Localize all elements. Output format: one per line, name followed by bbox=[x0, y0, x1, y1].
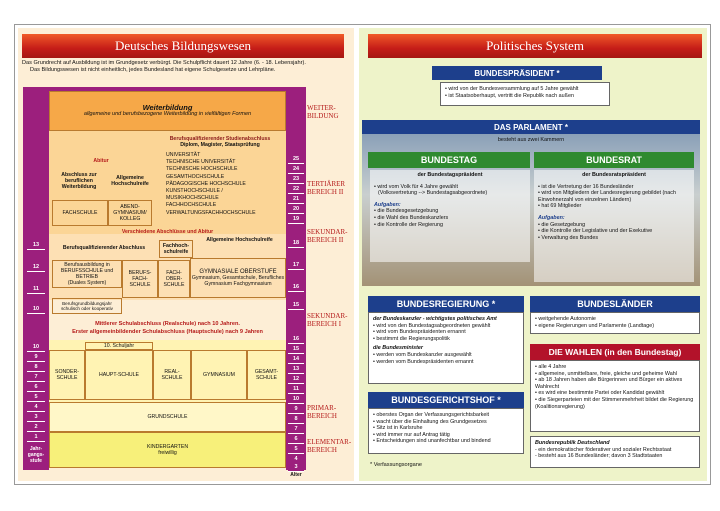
year-6: 6 bbox=[27, 382, 45, 392]
bgj-box: Berufsgrundbildungsjahr schulisch oder kooperativ bbox=[52, 298, 122, 314]
year-3: 3 bbox=[27, 412, 45, 422]
breg-item2: • werden vom Bundeskanzler ausgewählt bbox=[373, 352, 519, 359]
berufsfachschule-box: BERUFS-FACH-SCHULE bbox=[122, 260, 158, 298]
bp-item: • ist Staatsoberhaupt, vertritt die Republik nach außen bbox=[445, 93, 605, 100]
year-10b: 10 bbox=[27, 342, 45, 352]
duales-system: (Duales System) bbox=[67, 280, 107, 287]
gym-oberstufe-sub: Gymnasium, Gesamtschule, Berufliches Gymnasium Fachgymnasium bbox=[191, 274, 285, 288]
bundesregierung-box bbox=[368, 312, 524, 384]
bgh-item: • wacht über die Einhaltung des Grundgesetzes bbox=[373, 419, 519, 426]
mittlerer-abschluss: Mittlerer Schulabschluss (Realschule) nach 10 Jahren. bbox=[95, 320, 240, 327]
bundesregierung-header: BUNDESREGIERUNG * bbox=[368, 296, 524, 312]
bundespraesident-box bbox=[440, 82, 610, 106]
parlament-header: DAS PARLAMENT * bbox=[362, 120, 700, 134]
hochschule-item: TECHNISCHE HOCHSCHULE bbox=[166, 166, 238, 173]
bgh-item: • wird immer nur auf Antrag tätig bbox=[373, 432, 519, 439]
bt-task: • die Wahl des Bundeskanzlers bbox=[374, 215, 526, 222]
bundesgerichtshof-box bbox=[368, 408, 524, 454]
brd-item-text: ein demokratischer föderativer und sozialer Rechtsstaat bbox=[538, 446, 672, 453]
age-16b: 16 bbox=[288, 334, 304, 344]
bundesrat-box bbox=[534, 170, 694, 282]
hochschule-item: FACHHOCHSCHULE bbox=[166, 202, 217, 209]
age-23: 23 bbox=[288, 174, 304, 184]
br-lead: der Bundesratspräsident bbox=[582, 172, 646, 178]
age-7: 7 bbox=[288, 424, 304, 434]
year-9: 9 bbox=[27, 352, 45, 362]
gesamtschule-box: GESAMT-SCHULE bbox=[247, 350, 286, 400]
abendgymnasium-box: ABEND-GYMNASIUM/ KOLLEG bbox=[108, 200, 152, 226]
fachschule-box: FACHSCHULE bbox=[52, 200, 108, 226]
bt-item: (Volksvertretung --> Bundestagsabgeordnete) bbox=[378, 190, 488, 197]
age-15b: 15 bbox=[288, 344, 304, 354]
zehntes-schuljahr: 10. Schuljahr bbox=[85, 342, 153, 350]
bt-lead: der Bundestagspräsident bbox=[417, 172, 483, 178]
brd-item: - besteht aus 16 Bundesländer; davon 3 Stadtstaaten bbox=[535, 453, 663, 460]
fachhochschulreife: Fachhoch-schulreife bbox=[159, 240, 193, 258]
bgh-item: • Sitz ist in Karlsruhe bbox=[373, 425, 519, 432]
intro-line: Das Grundrecht auf Ausbildung ist im Grundgesetz verbürgt. Die Schulpflicht dauert 12 Jahre (6. - 18. Lebensjahr). bbox=[22, 60, 306, 66]
weiterbildung-title: Weiterbildung bbox=[142, 102, 193, 112]
age-16: 16 bbox=[288, 282, 304, 292]
wahl-item: • alle 4 Jahre bbox=[535, 364, 695, 371]
gymnasium-box: GYMNASIUM bbox=[191, 350, 247, 400]
bt-aufgaben: Aufgaben: bbox=[374, 201, 401, 208]
br-item: • ist die Vertretung der 16 Bundesländer bbox=[538, 184, 690, 191]
breg-item: • bestimmt die Regierungspolitik bbox=[373, 336, 519, 343]
verschiedene-label: Verschiedene Abschlüsse und Abitur bbox=[121, 228, 214, 235]
bundesgerichtshof-header: BUNDESGERICHTSHOF * bbox=[368, 392, 524, 408]
bt-task: • die Kontrolle der Regierung bbox=[374, 222, 526, 229]
age-5: 5 bbox=[288, 444, 304, 454]
br-task: • Verwaltung des Bundes bbox=[538, 235, 690, 242]
bt-task: • die Bundesgesetzgebung bbox=[374, 208, 526, 215]
age-6: 6 bbox=[288, 434, 304, 444]
bgh-item: • oberstes Organ der Verfassungsgerichtsbarkeit bbox=[373, 412, 519, 419]
age-11: 11 bbox=[288, 384, 304, 394]
age-4: 4 bbox=[288, 454, 304, 464]
abschluss-beruf: Abschluss zur beruflichen Weiterbildung bbox=[61, 171, 97, 191]
age-22: 22 bbox=[288, 184, 304, 194]
year-4: 4 bbox=[27, 402, 45, 412]
allg-hochschulreife-2: Allgemeine Hochschulreife bbox=[206, 237, 273, 244]
grundschule-box: GRUNDSCHULE bbox=[49, 402, 286, 432]
age-19: 19 bbox=[288, 214, 304, 224]
bundesrat-header: BUNDESRAT bbox=[534, 152, 694, 168]
bgh-item: • Entscheidungen sind unanfechtbar und bindend bbox=[373, 438, 519, 445]
bl-item: • weitgehende Autonomie bbox=[535, 316, 695, 323]
breg-lead2: die Bundesminister bbox=[373, 345, 424, 352]
politik-title: Politisches System bbox=[368, 34, 702, 58]
studienabschluss-sub: Diplom, Magister, Staatsprüfung bbox=[180, 142, 260, 148]
kindergarten-label: KINDERGARTEN bbox=[146, 443, 189, 450]
jahrgangsstufe-label: Jahr-gangs-stufe bbox=[27, 446, 45, 464]
parlament-sub: besteht aus zwei Kammern bbox=[497, 137, 565, 143]
year-5: 5 bbox=[27, 392, 45, 402]
breg-lead: der Bundeskanzler - wichtigstes politisches Amt bbox=[373, 316, 497, 322]
age-9: 9 bbox=[288, 404, 304, 414]
hochschule-item: MUSIKHOCHSCHULE bbox=[166, 195, 219, 202]
bereich-elementar: ELEMENTAR-BEREICH bbox=[307, 438, 352, 454]
year-12: 12 bbox=[27, 262, 45, 272]
hochschule-item: TECHNISCHE UNIVERSITÄT bbox=[166, 159, 236, 166]
weiterbildung-sub: allgemeine und berufsbezogene Weiterbildung in vielfältigen Formen bbox=[83, 111, 252, 117]
br-item: • wird von Mitgliedern der Landesregierung gebildet (nach Einwohnerzahl von einzelnen Ländern) bbox=[538, 190, 690, 203]
brd-title: Bundesrepublik Deutschland bbox=[535, 440, 610, 446]
alter-label: Alter bbox=[290, 472, 302, 478]
berufsq-abschluss: Berufsqualifizierender Abschluss bbox=[62, 244, 146, 251]
wahl-item: • ab 18 Jahren haben alle Bürgerinnen und Bürger ein aktives Wahlrecht bbox=[535, 377, 695, 390]
brd-item-text: besteht aus 16 Bundesländer; davon 3 Stadtstaaten bbox=[538, 453, 663, 460]
age-18: 18 bbox=[288, 238, 304, 248]
erster-abschluss: Erster allgemeinbildender Schulabschluss (Hauptschule) nach 9 Jahren bbox=[72, 328, 263, 335]
year-1: 1 bbox=[27, 432, 45, 442]
age-12: 12 bbox=[288, 374, 304, 384]
bt-item: • wird vom Volk für 4 Jahre gewählt bbox=[374, 184, 526, 191]
allg-hochschulreife: Allgemeine Hochschulreife bbox=[111, 174, 149, 187]
year-8: 8 bbox=[27, 362, 45, 372]
bereich-sek2: SEKUNDAR-BEREICH II bbox=[307, 228, 348, 244]
bereich-weiterbildung: WEITER-BILDUNG bbox=[307, 104, 339, 120]
weiterbildung-box bbox=[49, 91, 286, 131]
age-17: 17 bbox=[288, 260, 304, 270]
age-21: 21 bbox=[288, 194, 304, 204]
kindergarten-box bbox=[49, 432, 286, 468]
hochschulen-list bbox=[154, 152, 286, 230]
fachoberschule-box: FACH-OBER-SCHULE bbox=[158, 260, 190, 298]
age-10: 10 bbox=[288, 394, 304, 404]
berufsausbildung-box bbox=[52, 260, 122, 288]
age-8: 8 bbox=[288, 414, 304, 424]
age-24: 24 bbox=[288, 164, 304, 174]
br-item: • hat 69 Mitglieder bbox=[538, 203, 690, 210]
age-14: 14 bbox=[288, 354, 304, 364]
hochschule-item: KUNSTHOCHSCHULE / bbox=[166, 188, 223, 195]
brd-item: - ein demokratischer föderativer und sozialer Rechtsstaat bbox=[535, 446, 672, 453]
sonderschule-box: SONDER-SCHULE bbox=[49, 350, 85, 400]
year-11: 11 bbox=[27, 284, 45, 294]
age-13: 13 bbox=[288, 364, 304, 374]
age-25: 25 bbox=[288, 154, 304, 164]
bundestag-box bbox=[370, 170, 530, 262]
br-task: • die Kontrolle der Legislative und der Exekutive bbox=[538, 228, 690, 235]
bl-item: • eigene Regierungen und Parlamente (Landtage) bbox=[535, 323, 695, 330]
freiwillig-label: freiwillig bbox=[158, 450, 177, 456]
wahl-item: • allgemeine, unmittelbare, freie, gleiche und geheime Wahl bbox=[535, 371, 695, 378]
hauptschule-box: HAUPT-SCHULE bbox=[85, 350, 153, 400]
hochschule-item: PÄDAGOGISCHE HOCHSCHULE bbox=[166, 180, 246, 187]
bildung-title: Deutsches Bildungswesen bbox=[22, 34, 344, 58]
intro-line: Das Bildungswesen ist nicht einheitlich, jedes Bundesland hat eigene Schulgesetze und Lehrpläne. bbox=[30, 67, 276, 73]
wahlen-header: DIE WAHLEN (in den Bundestag) bbox=[530, 344, 700, 360]
bp-item: • wird von der Bundesversammlung auf 5 Jahre gewählt bbox=[445, 86, 605, 93]
berufsausbildung-label: Berufsausbildung in BERUFSSCHULE und BETRIEB bbox=[60, 261, 114, 280]
bundeslaender-header: BUNDESLÄNDER bbox=[530, 296, 700, 312]
hochschule-item: UNIVERSITÄT bbox=[166, 152, 201, 158]
breg-item2: • werden vom Bundespräsidenten ernannt bbox=[373, 359, 519, 366]
bildung-intro bbox=[22, 60, 352, 74]
footnote: * Verfassungsorgane bbox=[370, 462, 422, 468]
bereich-tertiaer: TERTIÄRER BEREICH II bbox=[307, 180, 346, 196]
wahlen-box bbox=[530, 360, 700, 432]
year-7: 7 bbox=[27, 372, 45, 382]
year-13: 13 bbox=[27, 240, 45, 250]
abitur-label: Abitur bbox=[93, 157, 109, 164]
brd-box bbox=[530, 436, 700, 468]
br-task: • die Gesetzgebung bbox=[538, 222, 690, 229]
hochschule-item: GESAMTHOCHSCHULE bbox=[166, 173, 225, 180]
bereich-sek1: SEKUNDAR-BEREICH I bbox=[307, 312, 348, 328]
bundeslaender-box bbox=[530, 312, 700, 334]
studienabschluss-title: Berufsqualifizierender Studienabschluss bbox=[169, 135, 271, 142]
wahl-item: • die Siegerparteien mit der Stimmenmehrheit bildet die Regierung (Koalitionsregierung) bbox=[535, 397, 695, 410]
wahl-item: • es wird eine bestimmte Partei oder Kandidat gewählt bbox=[535, 390, 695, 397]
age-15: 15 bbox=[288, 300, 304, 310]
gym-oberstufe-box bbox=[190, 258, 286, 298]
bereich-primar: PRIMAR-BEREICH bbox=[307, 404, 337, 420]
realschule-box: REAL-SCHULE bbox=[153, 350, 191, 400]
studienabschluss-box bbox=[154, 133, 286, 151]
breg-item: • wird vom Bundespräsidenten ernannt bbox=[373, 329, 519, 336]
bundestag-header: BUNDESTAG bbox=[368, 152, 530, 168]
year-10: 10 bbox=[27, 304, 45, 314]
breg-item: • wird von den Bundestagsabgeordneten gewählt bbox=[373, 323, 519, 330]
age-20: 20 bbox=[288, 204, 304, 214]
br-aufgaben: Aufgaben: bbox=[538, 214, 565, 221]
hochschule-item: VERWALTUNGSFACHHOCHSCHULE bbox=[166, 209, 256, 216]
gym-oberstufe-title: GYMNASIALE OBERSTUFE bbox=[199, 268, 277, 275]
year-2: 2 bbox=[27, 422, 45, 432]
age-3: 3 bbox=[288, 462, 304, 472]
bundespraesident-header: BUNDESPRÄSIDENT * bbox=[432, 66, 602, 80]
